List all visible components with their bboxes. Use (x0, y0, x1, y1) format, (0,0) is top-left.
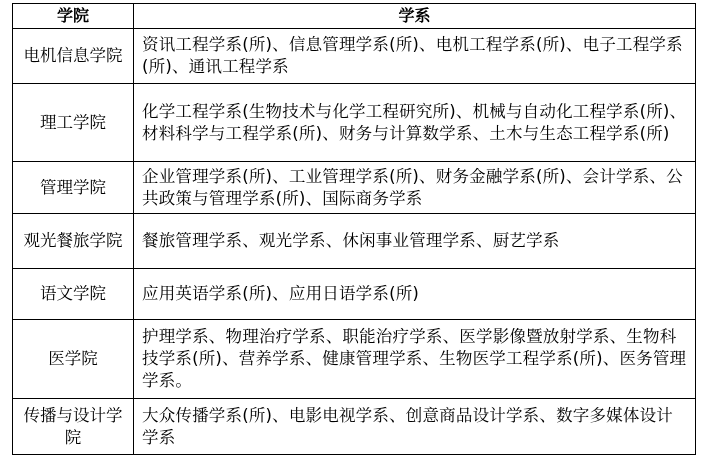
header-department: 学系 (134, 4, 696, 29)
table-header-row (13, 4, 696, 29)
table-row (13, 214, 696, 269)
departments-cell: 资讯工程学系(所)、信息管理学系(所)、电机工程学系(所)、电子工程学系(所)、通讯工程学系 (134, 29, 696, 84)
departments-cell: 化学工程学系(生物技术与化学工程研究所)、机械与自动化工程学系(所)、材料科学与工程学系(所)、财务与计算数学系、土木与生态工程学系(所) (134, 84, 696, 162)
college-cell: 管理学院 (13, 162, 134, 214)
departments-cell: 餐旅管理学系、观光学系、休闲事业管理学系、厨艺学系 (134, 214, 696, 269)
table-row (13, 84, 696, 162)
departments-cell: 企业管理学系(所)、工业管理学系(所)、财务金融学系(所)、会计学系、公共政策与管理学系(所)、国际商务学系 (134, 162, 696, 214)
college-department-table (12, 3, 696, 455)
college-cell: 理工学院 (13, 84, 134, 162)
departments-cell: 大众传播学系(所)、电影电视学系、创意商品设计学系、数字多媒体设计学系 (134, 399, 696, 455)
college-cell: 语文学院 (13, 269, 134, 320)
table-row (13, 399, 696, 455)
table-row (13, 29, 696, 84)
college-cell: 电机信息学院 (13, 29, 134, 84)
college-cell: 传播与设计学院 (13, 399, 134, 455)
table-row (13, 269, 696, 320)
header-college: 学院 (13, 4, 134, 29)
college-cell: 观光餐旅学院 (13, 214, 134, 269)
departments-cell: 护理学系、物理治疗学系、职能治疗学系、医学影像暨放射学系、生物科技学系(所)、营养学系、健康管理学系、生物医学工程学系(所)、医务管理学系。 (134, 320, 696, 399)
table-row (13, 320, 696, 399)
table-row (13, 162, 696, 214)
college-cell: 医学院 (13, 320, 134, 399)
departments-cell: 应用英语学系(所)、应用日语学系(所) (134, 269, 696, 320)
